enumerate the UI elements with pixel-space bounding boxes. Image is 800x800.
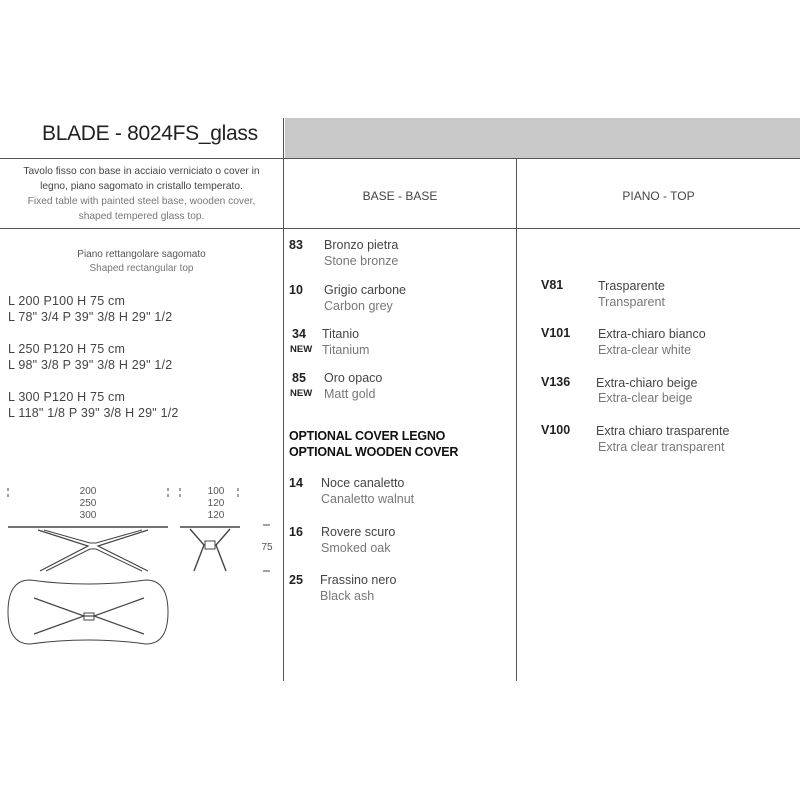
dimension-inch: L 118" 1/8 P 39" 3/8 H 29" 1/2 xyxy=(8,406,179,420)
top-code: V136 xyxy=(541,375,571,389)
top-name-it: Extra-chiaro beige xyxy=(596,376,698,390)
dimension-cm: L 300 P120 H 75 cm xyxy=(8,390,126,404)
length-labels xyxy=(70,486,106,522)
cover-name-it: Noce canaletto xyxy=(321,476,405,490)
shape-en: Shaped rectangular top xyxy=(89,263,194,274)
description-en-line: Fixed table with painted steel base, wooden cover, xyxy=(27,196,256,207)
new-badge: NEW xyxy=(290,388,313,399)
top-name-it: Trasparente xyxy=(598,279,665,293)
top-name-en: Extra clear transparent xyxy=(598,440,725,454)
top-name-en: Extra-clear white xyxy=(598,343,692,357)
dimension-cm: L 250 P120 H 75 cm xyxy=(8,342,126,356)
base-name-it: Grigio carbone xyxy=(324,283,406,297)
top-code: V100 xyxy=(541,423,571,437)
base-code: 10 xyxy=(289,283,303,297)
cover-name-en: Canaletto walnut xyxy=(321,492,415,506)
cover-name-en: Black ash xyxy=(320,589,375,603)
depth-label: 120 xyxy=(207,510,225,521)
optional-cover-heading xyxy=(289,428,458,460)
optional-heading-it: OPTIONAL COVER LEGNO xyxy=(289,429,446,443)
top-name-it: Extra chiaro trasparente xyxy=(596,424,730,438)
top-name-en: Extra-clear beige xyxy=(598,391,693,405)
cover-name-it: Frassino nero xyxy=(320,573,397,587)
height-label: 75 xyxy=(261,542,273,553)
depth-label: 120 xyxy=(207,498,225,509)
base-name-en: Stone bronze xyxy=(324,254,399,268)
dimension-inch: L 78" 3/4 P 39" 3/8 H 29" 1/2 xyxy=(8,310,173,324)
base-code: 34 xyxy=(292,327,306,341)
description-it-line: Tavolo fisso con base in acciaio verniciato o cover in xyxy=(23,166,260,177)
length-label: 300 xyxy=(79,510,97,521)
base-code: 85 xyxy=(292,371,306,385)
top-column-header: PIANO - TOP xyxy=(622,189,695,203)
length-label: 200 xyxy=(79,486,97,497)
base-name-en: Carbon grey xyxy=(324,299,393,313)
top-code: V81 xyxy=(541,278,564,292)
length-label: 250 xyxy=(79,498,97,509)
cover-code: 14 xyxy=(289,476,303,490)
top-name-it: Extra-chiaro bianco xyxy=(598,327,706,341)
base-column-header: BASE - BASE xyxy=(362,189,438,203)
base-name-en: Titanium xyxy=(322,343,370,357)
shape-it: Piano rettangolare sagomato xyxy=(77,249,206,260)
description-it-line: legno, piano sagomato in cristallo temperato. xyxy=(40,181,243,192)
base-name-en: Matt gold xyxy=(324,387,376,401)
optional-heading-en: OPTIONAL WOODEN COVER xyxy=(289,445,459,459)
top-code: V101 xyxy=(541,326,571,340)
cover-name-en: Smoked oak xyxy=(321,541,391,555)
depth-label: 100 xyxy=(207,486,225,497)
cover-code: 16 xyxy=(289,525,303,539)
cover-name-it: Rovere scuro xyxy=(321,525,396,539)
top-name-en: Transparent xyxy=(598,295,665,309)
base-name-it: Oro opaco xyxy=(324,371,383,385)
base-name-it: Titanio xyxy=(322,327,360,341)
new-badge: NEW xyxy=(290,344,313,355)
dimension-inch: L 98" 3/8 P 39" 3/8 H 29" 1/2 xyxy=(8,358,173,372)
cover-code: 25 xyxy=(289,573,303,587)
dimension-cm: L 200 P100 H 75 cm xyxy=(8,294,126,308)
depth-labels xyxy=(198,486,234,522)
base-name-it: Bronzo pietra xyxy=(324,238,399,252)
description-en-line: shaped tempered glass top. xyxy=(78,211,205,222)
base-code: 83 xyxy=(289,238,303,252)
page-title: BLADE - 8024FS_glass xyxy=(42,122,258,145)
